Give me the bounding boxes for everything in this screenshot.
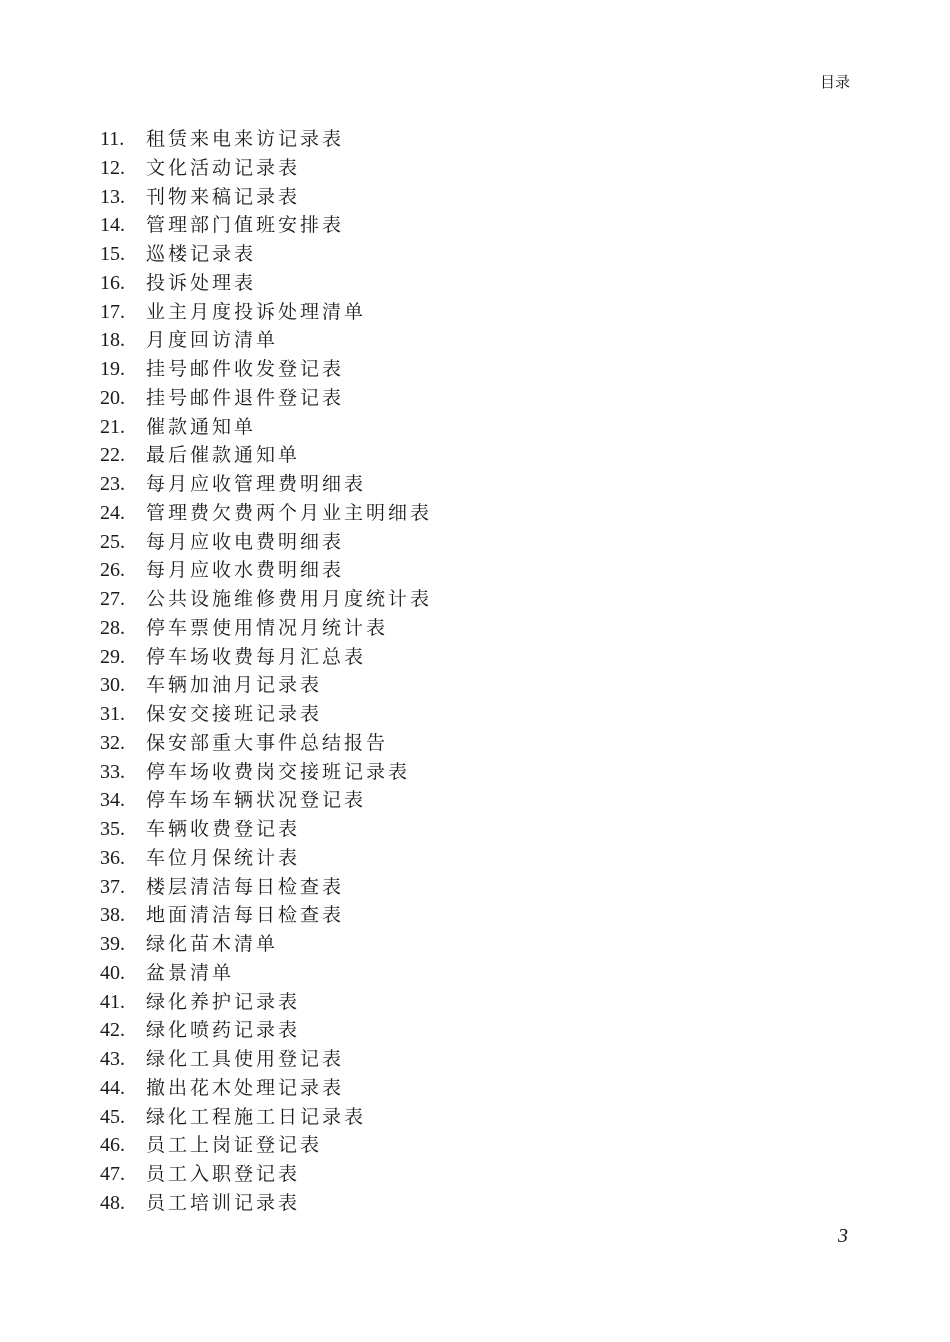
toc-item-number: 23. xyxy=(100,473,125,495)
toc-item-title: 车位月保统计表 xyxy=(146,846,301,869)
toc-item-title: 绿化养护记录表 xyxy=(146,990,301,1013)
toc-item-title: 每月应收管理费明细表 xyxy=(146,473,367,495)
toc-item[interactable] xyxy=(100,959,432,988)
toc-item[interactable] xyxy=(100,355,432,384)
toc-item-title: 月度回访清单 xyxy=(146,329,279,352)
toc-item[interactable] xyxy=(100,1074,432,1103)
toc-item-number: 37. xyxy=(100,875,125,898)
toc-item-number: 25. xyxy=(100,530,125,553)
toc-item[interactable] xyxy=(100,183,432,212)
toc-item[interactable] xyxy=(100,930,432,959)
toc-item-number: 33. xyxy=(100,760,125,783)
toc-item-number: 14. xyxy=(100,214,125,237)
page-header-title: 目录 xyxy=(819,73,850,91)
toc-item-number: 36. xyxy=(100,846,125,869)
toc-item-number: 16. xyxy=(100,271,125,294)
toc-item[interactable] xyxy=(100,585,432,614)
toc-item-number: 31. xyxy=(100,703,125,725)
toc-item[interactable] xyxy=(100,413,432,442)
toc-item-title: 保安部重大事件总结报告 xyxy=(146,731,389,754)
toc-item-title: 绿化喷药记录表 xyxy=(146,1019,301,1042)
toc-item-title: 投诉处理表 xyxy=(146,271,257,294)
toc-item-number: 40. xyxy=(100,961,125,984)
toc-item-number: 38. xyxy=(100,904,125,927)
toc-item[interactable] xyxy=(100,211,432,240)
toc-item-title: 挂号邮件退件登记表 xyxy=(146,386,345,409)
toc-item-title: 车辆加油月记录表 xyxy=(146,674,323,697)
toc-item-number: 45. xyxy=(100,1105,125,1128)
toc-item[interactable] xyxy=(100,1016,432,1045)
toc-item[interactable] xyxy=(100,1103,432,1132)
toc-item-number: 28. xyxy=(100,616,125,639)
toc-item-number: 32. xyxy=(100,731,125,754)
toc-item[interactable] xyxy=(100,528,432,557)
toc-item[interactable] xyxy=(100,1045,432,1074)
toc-item[interactable] xyxy=(100,269,432,298)
toc-item-title: 每月应收水费明细表 xyxy=(146,559,345,582)
toc-item-title: 地面清洁每日检查表 xyxy=(146,904,345,927)
toc-item[interactable] xyxy=(100,240,432,269)
toc-item-number: 17. xyxy=(100,300,125,323)
toc-item[interactable] xyxy=(100,125,432,154)
toc-item-number: 22. xyxy=(100,444,125,467)
toc-item-number: 47. xyxy=(100,1163,125,1185)
toc-item-number: 42. xyxy=(100,1019,125,1042)
toc-item-title: 文化活动记录表 xyxy=(146,156,301,179)
toc-item-title: 保安交接班记录表 xyxy=(146,703,323,725)
toc-item[interactable] xyxy=(100,298,432,327)
toc-item-title: 盆景清单 xyxy=(146,961,235,984)
page-number: 3 xyxy=(838,1225,848,1247)
toc-item[interactable] xyxy=(100,700,432,729)
table-of-contents xyxy=(100,125,432,1218)
toc-item-title: 租赁来电来访记录表 xyxy=(146,128,345,150)
toc-item[interactable] xyxy=(100,556,432,585)
toc-item-number: 13. xyxy=(100,185,125,208)
toc-item-number: 35. xyxy=(100,818,125,840)
toc-item[interactable] xyxy=(100,384,432,413)
toc-item[interactable] xyxy=(100,844,432,873)
toc-item-title: 巡楼记录表 xyxy=(146,243,257,265)
toc-item-number: 46. xyxy=(100,1134,125,1157)
toc-item-title: 绿化工具使用登记表 xyxy=(146,1048,345,1070)
toc-item[interactable] xyxy=(100,1160,432,1189)
toc-item-title: 绿化苗木清单 xyxy=(146,933,279,955)
toc-item-number: 21. xyxy=(100,415,125,438)
toc-item-title: 撤出花木处理记录表 xyxy=(146,1076,345,1099)
toc-item-number: 18. xyxy=(100,329,125,352)
toc-item[interactable] xyxy=(100,873,432,902)
toc-item-number: 20. xyxy=(100,386,125,409)
toc-item-number: 26. xyxy=(100,559,125,582)
toc-item-number: 43. xyxy=(100,1048,125,1070)
toc-item-number: 48. xyxy=(100,1191,125,1214)
toc-item[interactable] xyxy=(100,786,432,815)
toc-item[interactable] xyxy=(100,671,432,700)
toc-item-number: 12. xyxy=(100,156,125,179)
toc-item-number: 19. xyxy=(100,358,125,380)
toc-item[interactable] xyxy=(100,815,432,844)
toc-item-title: 刊物来稿记录表 xyxy=(146,185,301,208)
toc-item-title: 停车场收费每月汇总表 xyxy=(146,645,367,668)
toc-item-number: 34. xyxy=(100,789,125,812)
toc-item-number: 44. xyxy=(100,1076,125,1099)
toc-item-title: 停车场车辆状况登记表 xyxy=(146,789,367,812)
toc-item-title: 业主月度投诉处理清单 xyxy=(146,300,367,323)
toc-item[interactable] xyxy=(100,470,432,499)
toc-item-title: 管理部门值班安排表 xyxy=(146,214,345,237)
toc-item[interactable] xyxy=(100,729,432,758)
toc-item[interactable] xyxy=(100,901,432,930)
toc-item-title: 公共设施维修费用月度统计表 xyxy=(146,588,433,610)
toc-item-title: 员工培训记录表 xyxy=(146,1191,301,1214)
toc-item-number: 30. xyxy=(100,674,125,697)
toc-item-title: 管理费欠费两个月业主明细表 xyxy=(146,501,433,524)
toc-item-title: 最后催款通知单 xyxy=(146,444,301,467)
toc-item-number: 15. xyxy=(100,243,125,265)
toc-item-title: 员工上岗证登记表 xyxy=(146,1134,323,1157)
toc-item-number: 11. xyxy=(100,128,125,150)
toc-item-number: 41. xyxy=(100,990,125,1013)
toc-item-title: 楼层清洁每日检查表 xyxy=(146,875,345,898)
toc-item-title: 员工入职登记表 xyxy=(146,1163,301,1185)
toc-item[interactable] xyxy=(100,441,432,470)
toc-item[interactable] xyxy=(100,758,432,787)
toc-item-title: 催款通知单 xyxy=(146,415,257,438)
toc-item-number: 27. xyxy=(100,588,125,610)
toc-item-title: 停车票使用情况月统计表 xyxy=(146,616,389,639)
toc-item-number: 39. xyxy=(100,933,125,955)
toc-item[interactable] xyxy=(100,499,432,528)
toc-item[interactable] xyxy=(100,988,432,1017)
toc-item-title: 绿化工程施工日记录表 xyxy=(146,1105,367,1128)
toc-item[interactable] xyxy=(100,614,432,643)
toc-item-title: 停车场收费岗交接班记录表 xyxy=(146,760,411,783)
toc-item[interactable] xyxy=(100,1189,432,1218)
toc-item-title: 车辆收费登记表 xyxy=(146,818,301,840)
toc-item-title: 挂号邮件收发登记表 xyxy=(146,358,345,380)
toc-item-number: 24. xyxy=(100,501,125,524)
toc-item-number: 29. xyxy=(100,645,125,668)
toc-item[interactable] xyxy=(100,643,432,672)
toc-item[interactable] xyxy=(100,326,432,355)
toc-item-title: 每月应收电费明细表 xyxy=(146,530,345,553)
toc-item[interactable] xyxy=(100,154,432,183)
toc-item[interactable] xyxy=(100,1131,432,1160)
